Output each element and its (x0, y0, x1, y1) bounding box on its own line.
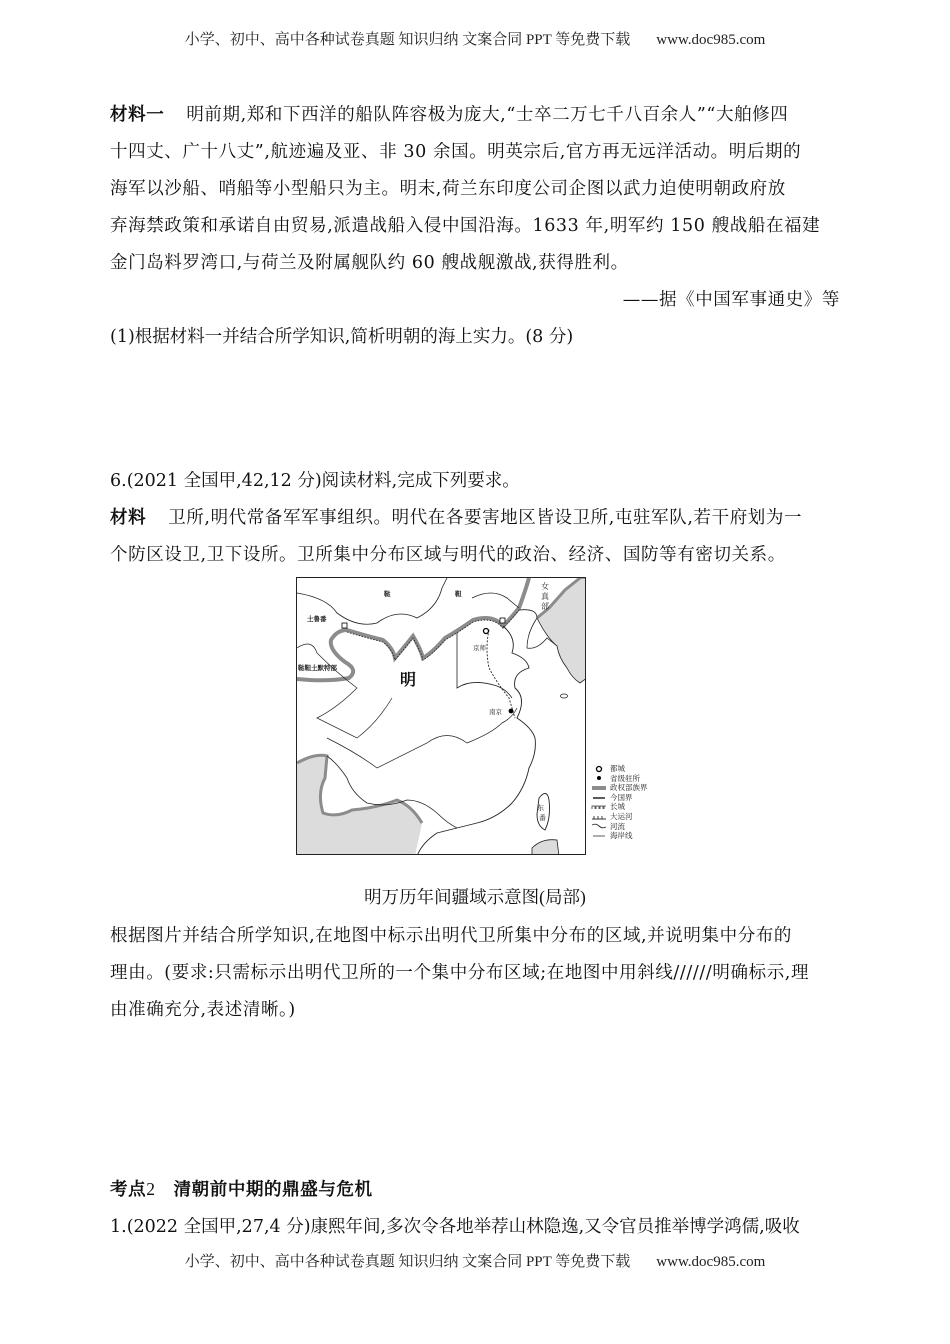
legend-item-modern-border: 今国界 (591, 793, 648, 803)
legend-item-coastline: 海岸线 (591, 831, 648, 841)
material-one-label: 材料一 (110, 105, 165, 125)
legend-item-grand-canal: 大运河 (591, 812, 648, 822)
capital-marker-icon (484, 629, 489, 634)
question-6-prompt-line-2: 理由。(要求:只需标示出明代卫所的一个集中分布区域;在地图中用斜线//////明确标示,理 (110, 963, 810, 983)
map-label-jurchen (541, 581, 550, 611)
material-one-line-5: 金门岛料罗湾口,与荷兰及附属舰队约 60 艘战舰激战,获得胜利。 (110, 253, 629, 273)
question-1-prompt: (1)根据材料一并结合所学知识,简析明朝的海上实力。(8 分) (110, 327, 574, 347)
material-one-line-1: 材料一 明前期,郑和下西洋的船队阵容极为庞大,“士卒二万七千八百余人”“大舶修四 (110, 105, 789, 125)
great-wall-icon (591, 803, 607, 812)
section-2-number: 2 (146, 1179, 156, 1199)
ming-territory-map (296, 577, 586, 855)
map-label-nanjing: 南京 (489, 708, 502, 716)
page-header (0, 28, 950, 49)
question-6-title: 6.(2021 全国甲,42,12 分)阅读材料,完成下列要求。 (110, 471, 520, 491)
nanjing-marker-icon (509, 709, 514, 714)
svg-text:真: 真 (541, 592, 549, 601)
section-2-prefix: 考点 (110, 1180, 147, 1200)
map-label-ming: 明 (400, 670, 417, 689)
page-footer (0, 1250, 950, 1271)
svg-text:部: 部 (541, 602, 549, 611)
coastline-icon (591, 831, 607, 840)
capital-circle-icon (591, 764, 607, 773)
legend-item-great-wall: 长城 (591, 802, 648, 812)
footer-url[interactable]: www.doc985.com (656, 1254, 766, 1270)
svg-text:番: 番 (539, 814, 546, 822)
header-url[interactable]: www.doc985.com (656, 32, 766, 48)
question-6-prompt-block (110, 918, 840, 1029)
map-label-turfan: 土鲁番 (307, 615, 327, 623)
regime-boundary-icon (591, 783, 607, 792)
question-6-material-label: 材料 (110, 508, 147, 528)
river-icon (591, 822, 607, 831)
map-label-tumed: 鞑靼土默特部 (298, 664, 337, 672)
question-6-material-line-2: 个防区设卫,卫下设所。卫所集中分布区域与明代的政治、经济、国防等有密切关系。 (110, 545, 786, 565)
question-6-prompt-line-3: 由准确充分,表述清晰。) (110, 1000, 296, 1020)
question-6-block (110, 463, 840, 574)
legend-item-regime-boundary: 政权部族界 (591, 783, 648, 793)
section-2-heading (110, 1171, 840, 1209)
legend-item-capital: 都城 (591, 764, 648, 774)
map-label-tatar-right: 靼 (455, 590, 462, 598)
section-2-title: 清朝前中期的鼎盛与危机 (173, 1180, 373, 1200)
legend-item-river: 河流 (591, 822, 648, 832)
material-one-line-3: 海军以沙船、哨船等小型船只为主。明末,荷兰东印度公司企图以武力迫使明朝政府放 (110, 179, 786, 199)
map-legend (591, 764, 648, 841)
question-1-stem: 1.(2022 全国甲,27,4 分)康熙年间,多次令各地举荐山林隐逸,又令官员推举博学鸿儒,吸收 (110, 1217, 800, 1237)
map-label-tatar-left: 鞑 (384, 590, 391, 598)
question-6-material-line-1: 材料 卫所,明代常备军军事组织。明代在各要害地区皆设卫所,屯驻军队,若干府划为一 (110, 508, 803, 528)
question-6-prompt-line-1: 根据图片并结合所学知识,在地图中标示出明代卫所集中分布的区域,并说明集中分布的 (110, 926, 793, 946)
material-one-line-4: 弃海禁政策和承诺自由贸易,派遣战船入侵中国沿海。1633 年,明军约 150 艘战船在福建 (110, 216, 821, 236)
map-drawing (297, 578, 586, 855)
material-one-line-2: 十四丈、广十八丈”,航迹遍及亚、非 30 余国。明英宗后,官方再无远洋活动。明后期的 (110, 142, 802, 162)
provincial-dot-icon (591, 774, 607, 783)
legend-item-provincial: 省级驻所 (591, 774, 648, 784)
header-text: 小学、初中、高中各种试卷真题 知识归纳 文案合同 PPT 等免费下载 (184, 32, 631, 48)
section-2-block (110, 1171, 840, 1246)
material-one-source: ——据《中国军事通史》等 (622, 290, 840, 310)
svg-text:东: 东 (537, 804, 544, 812)
modern-border-icon (591, 793, 607, 802)
map-caption: 明万历年间疆域示意图(局部) (364, 887, 586, 907)
map-label-capital: 京师 (473, 644, 486, 652)
svg-text:女: 女 (541, 582, 549, 591)
footer-text: 小学、初中、高中各种试卷真题 知识归纳 文案合同 PPT 等免费下载 (184, 1254, 631, 1270)
grand-canal-icon (591, 812, 607, 821)
material-one-block (110, 97, 840, 356)
